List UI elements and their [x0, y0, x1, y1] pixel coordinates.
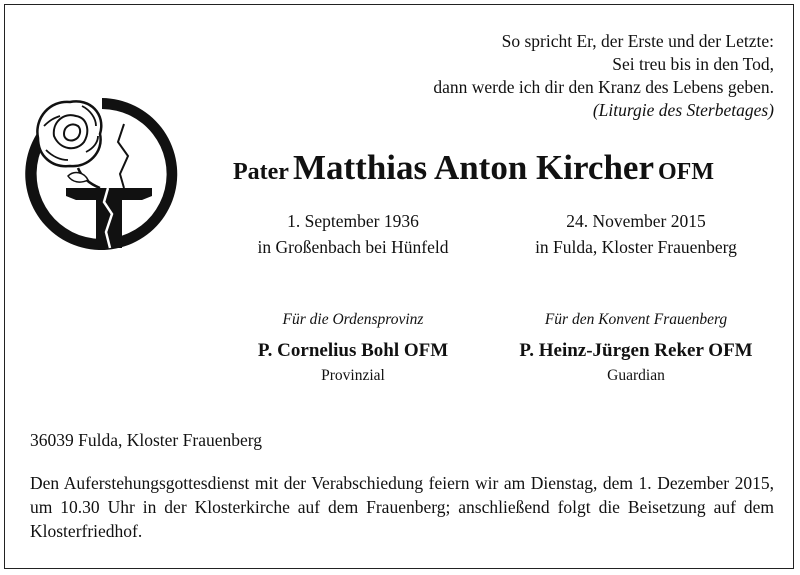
- quote-line-2: Sei treu bis in den Tod,: [612, 54, 774, 74]
- signature-role: Provinzial: [321, 367, 385, 384]
- death-place: in Fulda, Kloster Frauenberg: [535, 237, 737, 257]
- name-suffix: OFM: [657, 159, 714, 185]
- birth-place: in Großenbach bei Hünfeld: [257, 237, 449, 257]
- signature-role: Guardian: [607, 367, 665, 384]
- rose-cross-emblem-icon: [24, 92, 186, 252]
- bible-quote: [433, 30, 774, 122]
- death-info: [505, 208, 767, 260]
- quote-line-1: So spricht Er, der Erste und der Letzte:: [501, 31, 774, 51]
- address: 36039 Fulda, Kloster Frauenberg: [30, 430, 263, 450]
- deceased-name: [233, 148, 714, 188]
- signature-province: [222, 310, 484, 386]
- birth-info: [222, 208, 484, 260]
- signature-name: P. Heinz-Jürgen Reker OFM: [519, 340, 753, 361]
- birth-date: 1. September 1936: [287, 211, 419, 231]
- name-prefix: Pater: [233, 159, 289, 185]
- signature-convent: [505, 310, 767, 386]
- signature-for: Für den Konvent Frauenberg: [544, 311, 728, 328]
- signature-for: Für die Ordensprovinz: [282, 311, 424, 328]
- service-announcement: Den Auferstehungsgottesdienst mit der Verabschiedung feiern wir am Dienstag, dem 1. Dezember 2015, um 10.30 Uhr in der Klosterkirche auf dem Frauenberg; anschließend folgt die Beisetzung auf dem Klosterfriedhof.: [30, 473, 774, 541]
- quote-line-3: dann werde ich dir den Kranz des Lebens geben.: [433, 77, 774, 97]
- name-main: Matthias Anton Kircher: [292, 148, 654, 187]
- quote-source: (Liturgie des Sterbetages): [592, 100, 774, 120]
- death-date: 24. November 2015: [566, 211, 706, 231]
- signature-name: P. Cornelius Bohl OFM: [257, 340, 449, 361]
